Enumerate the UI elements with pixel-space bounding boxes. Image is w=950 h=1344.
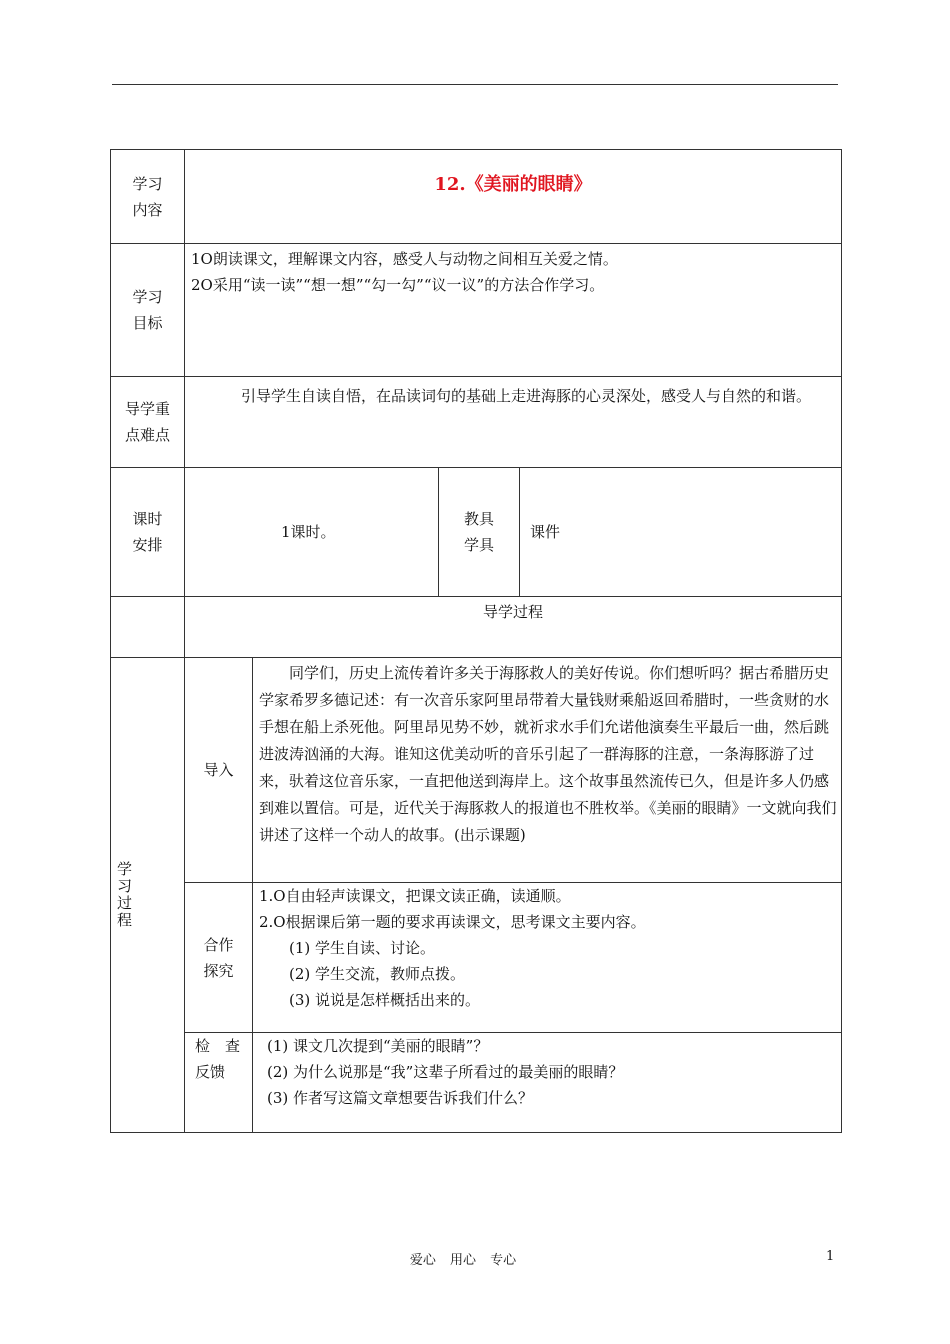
hours-cell: 1课时。 — [185, 468, 439, 597]
label-schedule-line2: 安排 — [132, 536, 163, 554]
explore-subitem: (2) 学生交流，教师点拨。 — [289, 965, 466, 983]
label-explore-line2: 探究 — [203, 961, 234, 980]
row-schedule — [111, 468, 842, 597]
goal-item: 2O采用“读一读”“想一想”“勾一勾”“议一议”的方法合作学习。 — [191, 276, 605, 294]
explore-item: 1.O自由轻声读课文，把课文读正确，读通顺。 — [259, 887, 571, 905]
label-check-line2: 反馈 — [195, 1063, 226, 1081]
label-explore-line1: 合作 — [203, 935, 234, 954]
label-content-line2: 内容 — [132, 200, 163, 219]
row-explore — [111, 883, 842, 1033]
focus-text: 引导学生自读自悟，在品读词句的基础上走进海豚的心灵深处，感受人与自然的和谐。 — [241, 387, 812, 405]
footer-motto: 爱心 用心 专心 — [409, 1253, 517, 1268]
row-process-header — [111, 597, 842, 658]
lesson-title: 12.《美丽的眼睛》 — [185, 150, 842, 244]
label-content — [111, 150, 185, 244]
label-tools — [439, 468, 520, 597]
label-tools-line1: 教具 — [463, 510, 494, 528]
label-focus-line1: 导学重 — [124, 400, 170, 418]
row-check — [111, 1033, 842, 1133]
empty-label-cell — [111, 597, 185, 658]
check-item: (2) 为什么说那是“我”这辈子所看过的最美丽的眼睛？ — [267, 1063, 624, 1081]
label-focus-line2: 点难点 — [124, 426, 170, 444]
label-schedule — [111, 468, 185, 597]
label-intro: 导入 — [185, 658, 253, 883]
check-item: (3) 作者写这篇文章想要告诉我们什么？ — [267, 1089, 534, 1107]
goals-cell — [185, 244, 842, 377]
check-item: (1) 课文几次提到“美丽的眼睛”？ — [267, 1037, 489, 1055]
label-goals-line2: 目标 — [132, 314, 163, 332]
row-content — [111, 150, 842, 244]
explore-subitem: (1) 学生自读、讨论。 — [289, 939, 436, 957]
label-check-line1: 检 查 — [195, 1037, 241, 1055]
label-process — [111, 658, 185, 1133]
explore-cell — [253, 883, 842, 1033]
explore-item: 2.O根据课后第一题的要求再读课文，思考课文主要内容。 — [259, 913, 646, 931]
process-header: 导学过程 — [185, 597, 842, 658]
page-number: 1 — [826, 1249, 835, 1264]
lesson-plan-table — [110, 149, 842, 1133]
explore-subitem: (3) 说说是怎样概括出来的。 — [289, 991, 481, 1009]
label-goals-line1: 学习 — [132, 288, 163, 306]
row-goals — [111, 244, 842, 377]
intro-text: 同学们，历史上流传着许多关于海豚救人的美好传说。你们想听吗？据古希腊历史学家希罗多德记述：有一次音乐家阿里昂带着大量钱财乘船返回希腊时，一些贪财的水手想在船上杀死他。阿里昂见势不妙，就祈求水手们允诺他演奏生平最后一曲，然后跳进波涛汹涌的大海。谁知这优美动听的音乐引起了一群海豚的注意，一条海豚游了过来，驮着这位音乐家，一直把他送到海岸上。这个故事虽然流传已久，但是许多人仍感到难以置信。可是，近代关于海豚救人的报道也不胜枚举。《美丽的眼睛》一文就向我们讲述了这样一个动人的故事。(出示课题) — [259, 664, 837, 844]
focus-cell — [185, 377, 842, 468]
label-schedule-line1: 课时 — [132, 510, 163, 528]
header-divider — [112, 84, 838, 85]
label-process-text: 学习过程 — [115, 861, 133, 929]
goal-item: 1O朗读课文，理解课文内容，感受人与动物之间相互关爱之情。 — [191, 250, 618, 268]
row-focus — [111, 377, 842, 468]
label-explore — [185, 883, 253, 1033]
label-check — [185, 1033, 253, 1133]
label-goals — [111, 244, 185, 377]
label-tools-line2: 学具 — [463, 536, 494, 554]
check-cell — [253, 1033, 842, 1133]
label-content-line1: 学习 — [132, 174, 163, 193]
intro-cell — [253, 658, 842, 883]
row-intro — [111, 658, 842, 883]
tools-cell: 课件 — [520, 468, 842, 597]
label-focus — [111, 377, 185, 468]
